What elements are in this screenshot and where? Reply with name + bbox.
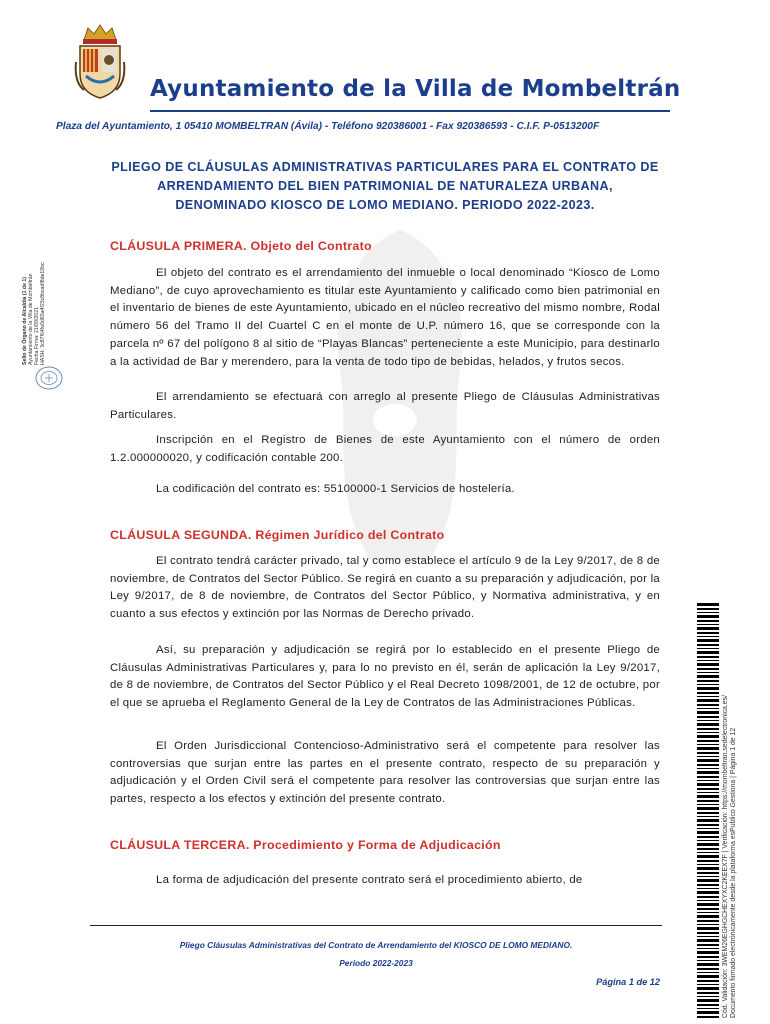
stamp-line: Fecha Firma: 21/09/2021 [34,307,40,365]
signature-stamp [22,235,62,365]
document-title-line: ARRENDAMIENTO DEL BIEN PATRIMONIAL DE NATURALEZA URBANA, [157,179,613,193]
verification-text [722,598,738,1018]
document-title-line: PLIEGO DE CLÁUSULAS ADMINISTRATIVAS PARTICULARES PARA EL CONTRATO DE [111,160,659,174]
clause-2-heading: CLÁUSULA SEGUNDA. Régimen Jurídico del Contrato [110,528,445,542]
stamp-line: Sello de Órgano de Alcaldía (1 de 1) [22,276,28,365]
municipality-address: Plaza del Ayuntamiento, 1 05410 MOMBELTRAN (Ávila) - Teléfono 920386001 - Fax 920386593 - C.I.F. P-0513200F [56,121,600,132]
clause-1-paragraph-3: Inscripción en el Registro de Bienes de este Ayuntamiento con el número de orden 1.2.000000020, y codificación contable 200. [110,434,660,464]
clause-2-paragraph-2: Así, su preparación y adjudicación se regirá por lo establecido en el presente Pliego de Cláusulas Administrativas Particulares y, para lo no previsto en él, serán de aplicación la Ley 9/2017, de 8 de noviembre, de Contratos del Sector Público y el Real Decreto 1098/2001, de 12 de octubre, por el que se aprueba el Reglamento General de la Ley de Contratos de las Administraciones Públicas. [110,644,660,710]
clause-2-paragraph-3: El Orden Jurisdiccional Contencioso-Administrativo será el competente para resolver las controversias que surjan entre las partes en el presente contrato, respecto de su preparación y adjudicación y el Orden Civil será el competente para resolver las controversias que surjan entre las partes, respecto a los efectos y extinción del presente contrato. [110,740,660,806]
validation-barcode [697,603,719,1018]
clause-2-paragraph-1: El contrato tendrá carácter privado, tal y como establece el artículo 9 de la Ley 9/2017, de 8 de noviembre, de Contratos del Sector Público. Se regirá en cuanto a su preparación y adjudicación, por la Ley 9/2017, de 8 de noviembre, de Contratos del Sector Público, y Normativa administrativa, y en cuanto a sus efectos y extinción por las Normas de Derecho privado. [110,555,660,621]
clause-3-paragraph-1: La forma de adjudicación del presente contrato será el procedimiento abierto, de [156,874,583,886]
document-title-line: DENOMINADO KIOSCO DE LOMO MEDIANO. PERIODO 2022-2023. [175,198,595,212]
page-number: Página 1 de 12 [596,977,660,987]
clause-1-paragraph-2: El arrendamiento se efectuará con arreglo al presente Pliego de Cláusulas Administrativas Particulares. [110,391,660,421]
municipality-title: Ayuntamiento de la Villa de Mombeltrán [150,76,681,102]
verification-line: Documento firmado electrónicamente desde la plataforma esPublico Gestiona | Página 1 de 12 [730,727,737,1018]
verification-line: Cód. Validación: 3WEM26EGHGCHEXYXC2KEEX7F | Verificación: https://mombeltran.sedelectronica.es/ [722,695,729,1018]
coat-of-arms-logo [74,22,126,102]
footer-line-1: Pliego Cláusulas Administrativas del Contrato de Arrendamiento del KIOSCO DE LOMO MEDIANO. [179,940,573,950]
clause-1-paragraph-1: El objeto del contrato es el arrendamiento del inmueble o local denominado “Kiosco de Lomo Mediano”, de cuyo aprovechamiento es titular este Ayuntamiento y calificado como bien patrimonial en el inventario de bienes de este Ayuntamiento, ubicado en el núcleo recreativo del mismo nombre, Rodal número 56 del Tramo II del Cuartel C en el monte de U.P. número 16, que se corresponde con la parcela nº 67 del polígono 8 al sitio de “Playas Blancas” perteneciente a este Municipio, para destinarlo a la actividad de Bar y merendero, para la venta de todo tipo de bebidas, helados, y frutos secos. [110,267,660,368]
stamp-line: Ayuntamiento de la Villa de Mombeltrán [28,273,34,365]
document-title [100,158,670,215]
clause-3-heading: CLÁUSULA TERCERA. Procedimiento y Forma de Adjudicación [110,838,501,852]
footer-line-2: Periodo 2022-2023 [339,958,413,968]
header-rule [150,110,670,112]
clause-1-heading: CLÁUSULA PRIMERA. Objeto del Contrato [110,239,372,253]
footer-rule [90,925,662,926]
official-seal-icon [34,365,64,391]
stamp-line: HASH: 3c87f64fe0d83a4f23c8bcadf8de19bc [40,262,46,365]
clause-1-paragraph-4: La codificación del contrato es: 55100000-1 Servicios de hostelería. [156,483,515,495]
